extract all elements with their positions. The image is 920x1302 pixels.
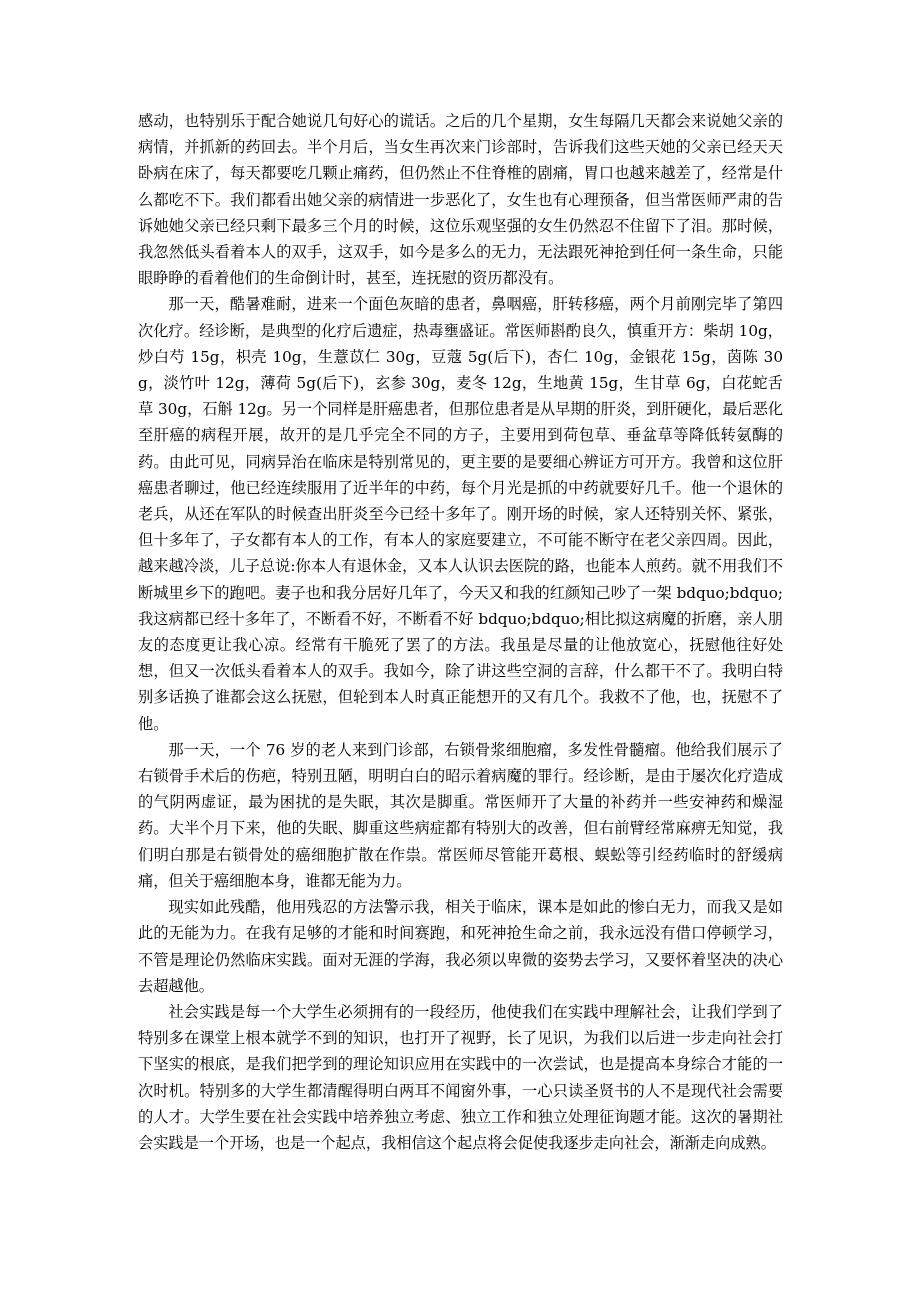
paragraph-4: 现实如此残酷，他用残忍的方法警示我，相关于临床，课本是如此的惨白无力，而我又是如此的无能为力。在我有足够的才能和时间赛跑，和死神抢生命之前，我永远没有借口停顿学习，不管是理论仍然临床实践。面对无涯的学海，我必须以卑微的姿势去学习，又要怀着坚决的决心去超越他。 bbox=[138, 898, 783, 995]
document-body bbox=[138, 108, 783, 1156]
paragraph-3: 那一天，一个 76 岁的老人来到门诊部，右锁骨浆细胞瘤，多发性骨髓瘤。他给我们展示了右锁骨手术后的伤疤，特别丑陋，明明白白的昭示着病魔的罪行。经诊断，是由于屡次化疗造成的气阴两虚证，最为困扰的是失眠，其次是脚重。常医师开了大量的补药并一些安神药和燥湿药。大半个月下来，他的失眠、脚重这些病症都有特别大的改善，但右前臂经常麻痹无知觉，我们明白那是右锁骨处的癌细胞扩散在作祟。常医师尽管能开葛根、蜈蚣等引经药临时的舒缓病痛，但关于癌细胞本身，谁都无能为力。 bbox=[138, 740, 783, 890]
paragraph-1: 感动，也特别乐于配合她说几句好心的谎话。之后的几个星期，女生每隔几天都会来说她父亲的病情，并抓新的药回去。半个月后，当女生再次来门诊部时，告诉我们这些天她的父亲已经天天卧病在床了，每天都要吃几颗止痛药，但仍然止不住脊椎的剧痛，胃口也越来越差了，经常是什么都吃不下。我们都看出她父亲的病情进一步恶化了，女生也有心理预备，但当常医师严肃的告诉她她父亲已经只剩下最多三个月的时候，这位乐观坚强的女生仍然忍不住留下了泪。那时候，我忽然低头看着本人的双手，这双手，如今是多么的无力，无法跟死神抢到任何一条生命，只能眼睁睁的看着他们的生命倒计时，甚至，连抚慰的资历都没有。 bbox=[138, 112, 783, 288]
paragraph-5: 社会实践是每一个大学生必须拥有的一段经历，他使我们在实践中理解社会，让我们学到了特别多在课堂上根本就学不到的知识，也打开了视野，长了见识，为我们以后进一步走向社会打下坚实的根底，是我们把学到的理论知识应用在实践中的一次尝试，也是提高本身综合才能的一次时机。特别多的大学生都清醒得明白两耳不闻窗外事，一心只读圣贤书的人不是现代社会需要的人才。大学生要在社会实践中培养独立考虑、独立工作和独立处理征询题才能。这次的暑期社会实践是一个开场，也是一个起点，我相信这个起点将会促使我逐步走向社会，渐渐走向成熟。 bbox=[138, 1002, 783, 1152]
paragraph-2: 那一天，酷暑难耐，进来一个面色灰暗的患者，鼻咽癌，肝转移癌，两个月前刚完毕了第四次化疗。经诊断，是典型的化疗后遗症，热毒壅盛证。常医师斟酌良久，慎重开方：柴胡 10g，炒白芍 15g，枳壳 10g，生薏苡仁 30g，豆蔻 5g(后下)，杏仁 10g，金银花 15g，茵陈 30g，淡竹叶 12g，薄荷 5g(后下)，玄参 30g，麦冬 12g，生地黄 15g，生甘草 6g，白花蛇舌草 30g，石斛 12g。另一个同样是肝癌患者，但那位患者是从早期的肝炎，到肝硬化，最后恶化至肝癌的病程开展，故开的是几乎完全不同的方子，主要用到荷包草、垂盆草等降低转氨酶的药。由此可见，同病异治在临床是特别常见的，更主要的是要细心辨证方可开方。我曾和这位肝癌患者聊过，他已经连续服用了近半年的中药，每个月光是抓的中药就要好几千。他一个退休的老兵，从还在军队的时候查出肝炎至今已经十多年了。刚开场的时候，家人还特别关怀、紧张，但十多年了，子女都有本人的工作，有本人的家庭要建立，不可能不断守在老父亲四周。因此，越来越冷淡，儿子总说:你本人有退休金，又本人认识去医院的路，也能本人煎药。就不用我们不断城里乡下的跑吧。妻子也和我分居好几年了，今天又和我的红颜知己吵了一架 bdquo;bdquo;我这病都已经十多年了，不断看不好，不断看不好 bdquo;bdquo;相比拟这病魔的折磨，亲人朋友的态度更让我心凉。经常有干脆死了罢了的方法。我虽是尽量的让他放宽心，抚慰他往好处想，但又一次低头看着本人的双手。我如今，除了讲这些空洞的言辞，什么都干不了。我明白特别多话换了谁都会这么抚慰，但轮到本人时真正能想开的又有几个。我救不了他，也，抚慰不了他。 bbox=[138, 295, 783, 733]
